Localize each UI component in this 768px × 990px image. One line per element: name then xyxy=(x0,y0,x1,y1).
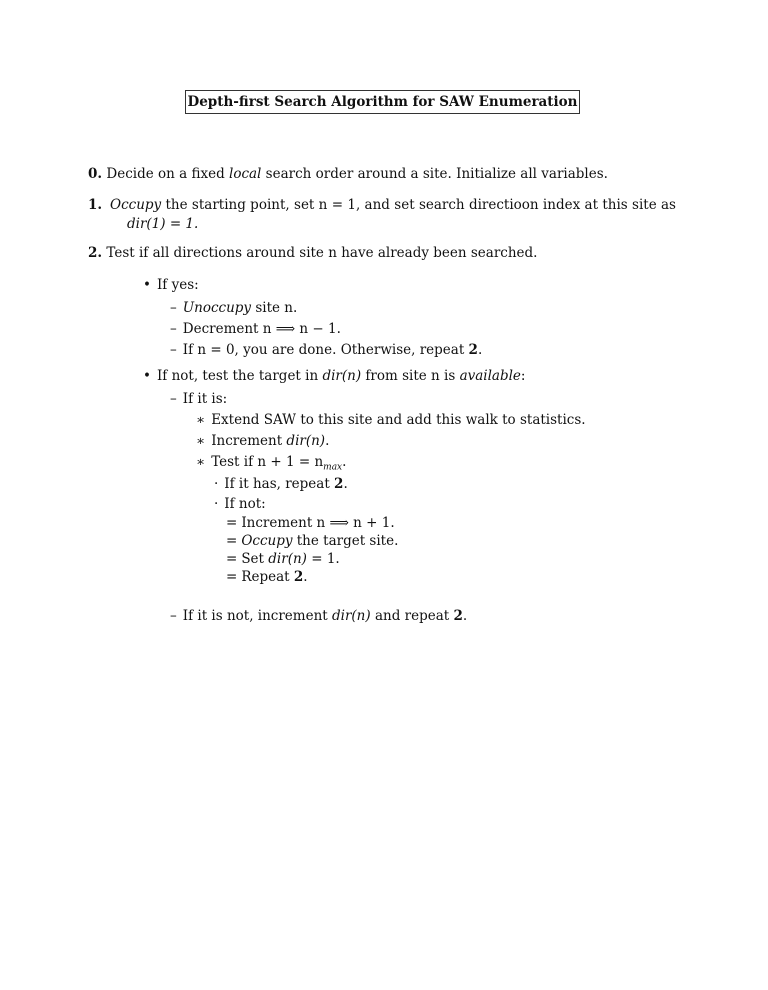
list-item xyxy=(170,300,297,316)
step-2 xyxy=(88,245,537,261)
item-text: If n = 0, you are done. Otherwise, repeat xyxy=(182,342,469,358)
list-item xyxy=(226,533,398,549)
bullet-italic: available xyxy=(459,368,521,384)
step-number: 0. xyxy=(88,166,103,182)
item-italic: dir(n) xyxy=(332,608,371,624)
equals-marker: = xyxy=(226,551,238,567)
item-bold: 2 xyxy=(334,476,344,492)
dash-marker: – xyxy=(170,608,177,624)
step-1 xyxy=(110,197,676,213)
list-item xyxy=(226,515,395,531)
item-text: Test if n + 1 = n xyxy=(211,454,324,470)
step-number: 2. xyxy=(88,245,103,261)
item-text: . xyxy=(343,476,348,492)
dot-marker: · xyxy=(214,496,219,512)
step-0 xyxy=(88,166,608,182)
item-text: . xyxy=(303,569,308,585)
item-label: If not: xyxy=(224,496,266,512)
list-item xyxy=(196,454,346,473)
item-text: = 1. xyxy=(306,551,340,567)
item-text: Increment xyxy=(211,433,287,449)
dot-marker: · xyxy=(214,476,219,492)
list-item xyxy=(170,321,341,337)
list-item xyxy=(226,569,308,585)
step-text: Test if all directions around site n have already been searched. xyxy=(106,245,538,261)
item-italic: dir(n) xyxy=(286,433,326,449)
item-label: If it is: xyxy=(182,391,228,407)
item-text: the target site. xyxy=(292,533,399,549)
item-italic: Unoccupy xyxy=(182,300,252,316)
step-1-number-line xyxy=(88,197,102,213)
list-item xyxy=(196,433,329,449)
item-italic: dir(n) xyxy=(268,551,307,567)
item-bold: 2 xyxy=(453,608,463,624)
equals-marker: = xyxy=(226,569,238,585)
item-text: Decrement n ⟹ n − 1. xyxy=(182,321,341,337)
item-bold: 2 xyxy=(293,569,304,585)
bullet-marker: • xyxy=(143,368,151,384)
dash-marker: – xyxy=(170,391,177,407)
step-1-continuation: dir(1) = 1. xyxy=(127,216,199,232)
item-text: site n. xyxy=(251,300,298,316)
bullet-marker: • xyxy=(143,277,151,293)
list-item-if-it-is xyxy=(170,391,227,407)
item-text: If it is not, increment xyxy=(182,608,332,624)
item-subscript: max xyxy=(323,462,343,473)
item-text: . xyxy=(462,608,468,624)
bullet-text: from site n is xyxy=(361,368,460,384)
dash-marker: – xyxy=(170,321,177,337)
item-italic: Occupy xyxy=(241,533,293,549)
step-text-italic: local xyxy=(229,166,262,182)
star-marker: ∗ xyxy=(196,412,206,428)
dash-marker: – xyxy=(170,300,177,316)
title-text: Depth-first Search Algorithm for SAW Enumeration xyxy=(187,93,578,110)
list-item xyxy=(196,412,586,428)
bullet-if-not xyxy=(143,368,525,384)
bullet-italic: dir(n) xyxy=(322,368,362,384)
list-item xyxy=(170,342,482,358)
list-item xyxy=(214,476,348,492)
equals-marker: = xyxy=(226,515,238,531)
list-item xyxy=(226,551,340,567)
equals-marker: = xyxy=(226,533,238,549)
list-item-if-it-is-not xyxy=(170,608,467,624)
item-text: Extend SAW to this site and add this walk to statistics. xyxy=(211,412,586,428)
item-text: If it has, repeat xyxy=(224,476,335,492)
bullet-text: : xyxy=(520,368,526,384)
item-text: . xyxy=(342,454,347,470)
dash-marker: – xyxy=(170,342,177,358)
item-text: . xyxy=(325,433,330,449)
step-text: Decide on a fixed xyxy=(106,166,229,182)
list-item xyxy=(214,496,266,512)
item-text: Repeat xyxy=(241,569,294,585)
item-text: . xyxy=(477,342,483,358)
step-number: 1. xyxy=(88,197,103,213)
bullet-text: If not, test the target in xyxy=(156,368,323,384)
star-marker: ∗ xyxy=(196,454,206,470)
bullet-if-yes xyxy=(143,277,199,293)
step-text-italic: Occupy xyxy=(110,197,162,213)
page-title xyxy=(185,90,580,114)
item-bold: 2 xyxy=(468,342,478,358)
star-marker: ∗ xyxy=(196,433,206,449)
item-text: Increment n ⟹ n + 1. xyxy=(241,515,395,531)
step-text: search order around a site. Initialize all variables. xyxy=(261,166,608,182)
item-text: and repeat xyxy=(370,608,454,624)
step-text: the starting point, set n = 1, and set search directioon index at this site as xyxy=(161,197,676,213)
bullet-label: If yes: xyxy=(156,277,199,293)
item-text: Set xyxy=(241,551,269,567)
